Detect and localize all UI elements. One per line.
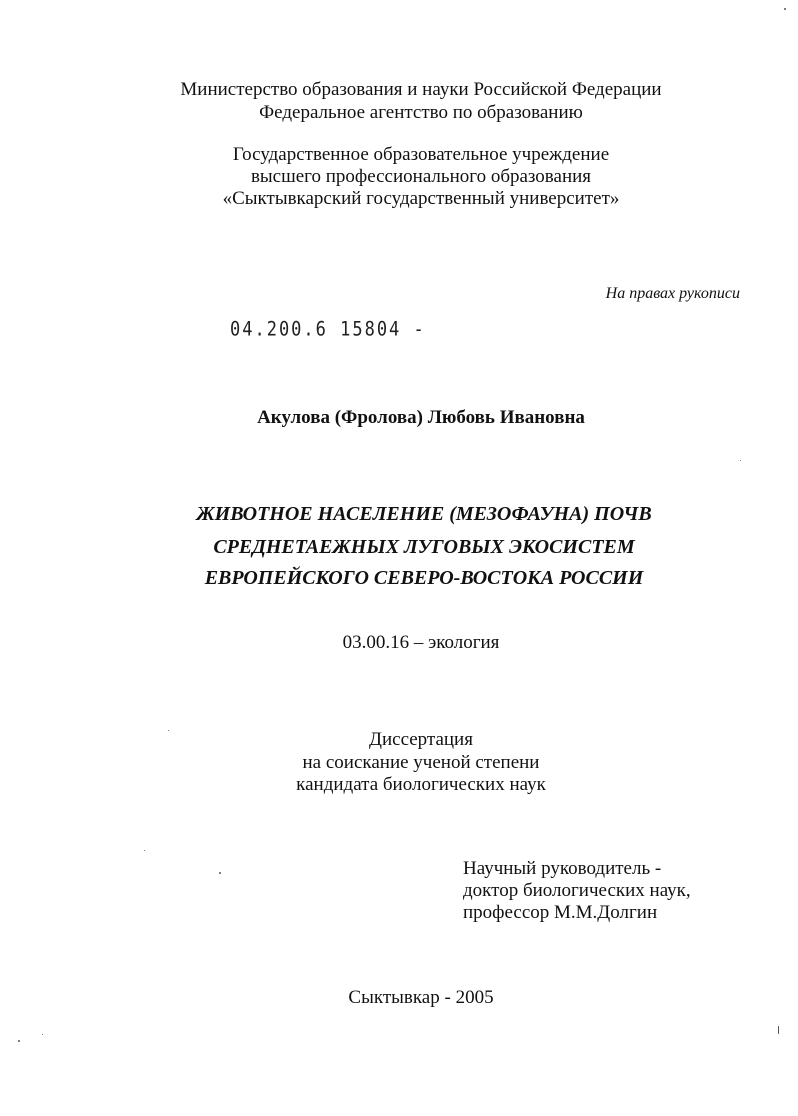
- degree-line-1: Диссертация: [369, 729, 473, 750]
- scan-speck: [144, 850, 145, 851]
- scan-speck: [168, 730, 169, 731]
- title-line-2: СРЕДНЕТАЕЖНЫХ ЛУГОВЫХ ЭКОСИСТЕМ: [213, 536, 635, 558]
- scan-speck: [219, 872, 221, 874]
- place-and-year: Сыктывкар - 2005: [348, 987, 494, 1008]
- title-line-1: ЖИВОТНОЕ НАСЕЛЕНИЕ (МЕЗОФАУНА) ПОЧВ: [196, 503, 652, 525]
- manuscript-note: На правах рукописи: [605, 285, 740, 302]
- scan-speck: [42, 1034, 43, 1035]
- scan-speck: [778, 1026, 779, 1034]
- title-line-3: ЕВРОПЕЙСКОГО СЕВЕРО-ВОСТОКА РОССИИ: [204, 567, 644, 589]
- agency-heading: Федеральное агентство по образованию: [259, 102, 583, 123]
- supervisor-line-1: Научный руководитель -: [463, 858, 662, 879]
- author-name: Акулова (Фролова) Любовь Ивановна: [257, 407, 585, 428]
- institution-line-2: высшего профессионального образования: [250, 166, 592, 187]
- specialty-code: 03.00.16 – экология: [342, 632, 500, 653]
- scan-speck: [784, 8, 786, 10]
- registration-number: 04.200.6 15804: [230, 318, 402, 341]
- scan-speck: [18, 1040, 20, 1042]
- institution-line-1: Государственное образовательное учреждение: [232, 144, 610, 165]
- degree-line-3: кандидата биологических наук: [296, 774, 546, 795]
- supervisor-line-2: доктор биологических наук,: [463, 880, 691, 901]
- registration-stamp: 04.200.6 15804 -: [230, 318, 426, 341]
- institution-line-3: «Сыктывкарский государственный университет»: [222, 188, 620, 209]
- scan-speck: [740, 460, 741, 461]
- ministry-heading: Министерство образования и науки Российской Федерации: [180, 79, 662, 100]
- supervisor-line-3: профессор М.М.Долгин: [463, 902, 658, 923]
- degree-line-2: на соискание ученой степени: [302, 752, 540, 773]
